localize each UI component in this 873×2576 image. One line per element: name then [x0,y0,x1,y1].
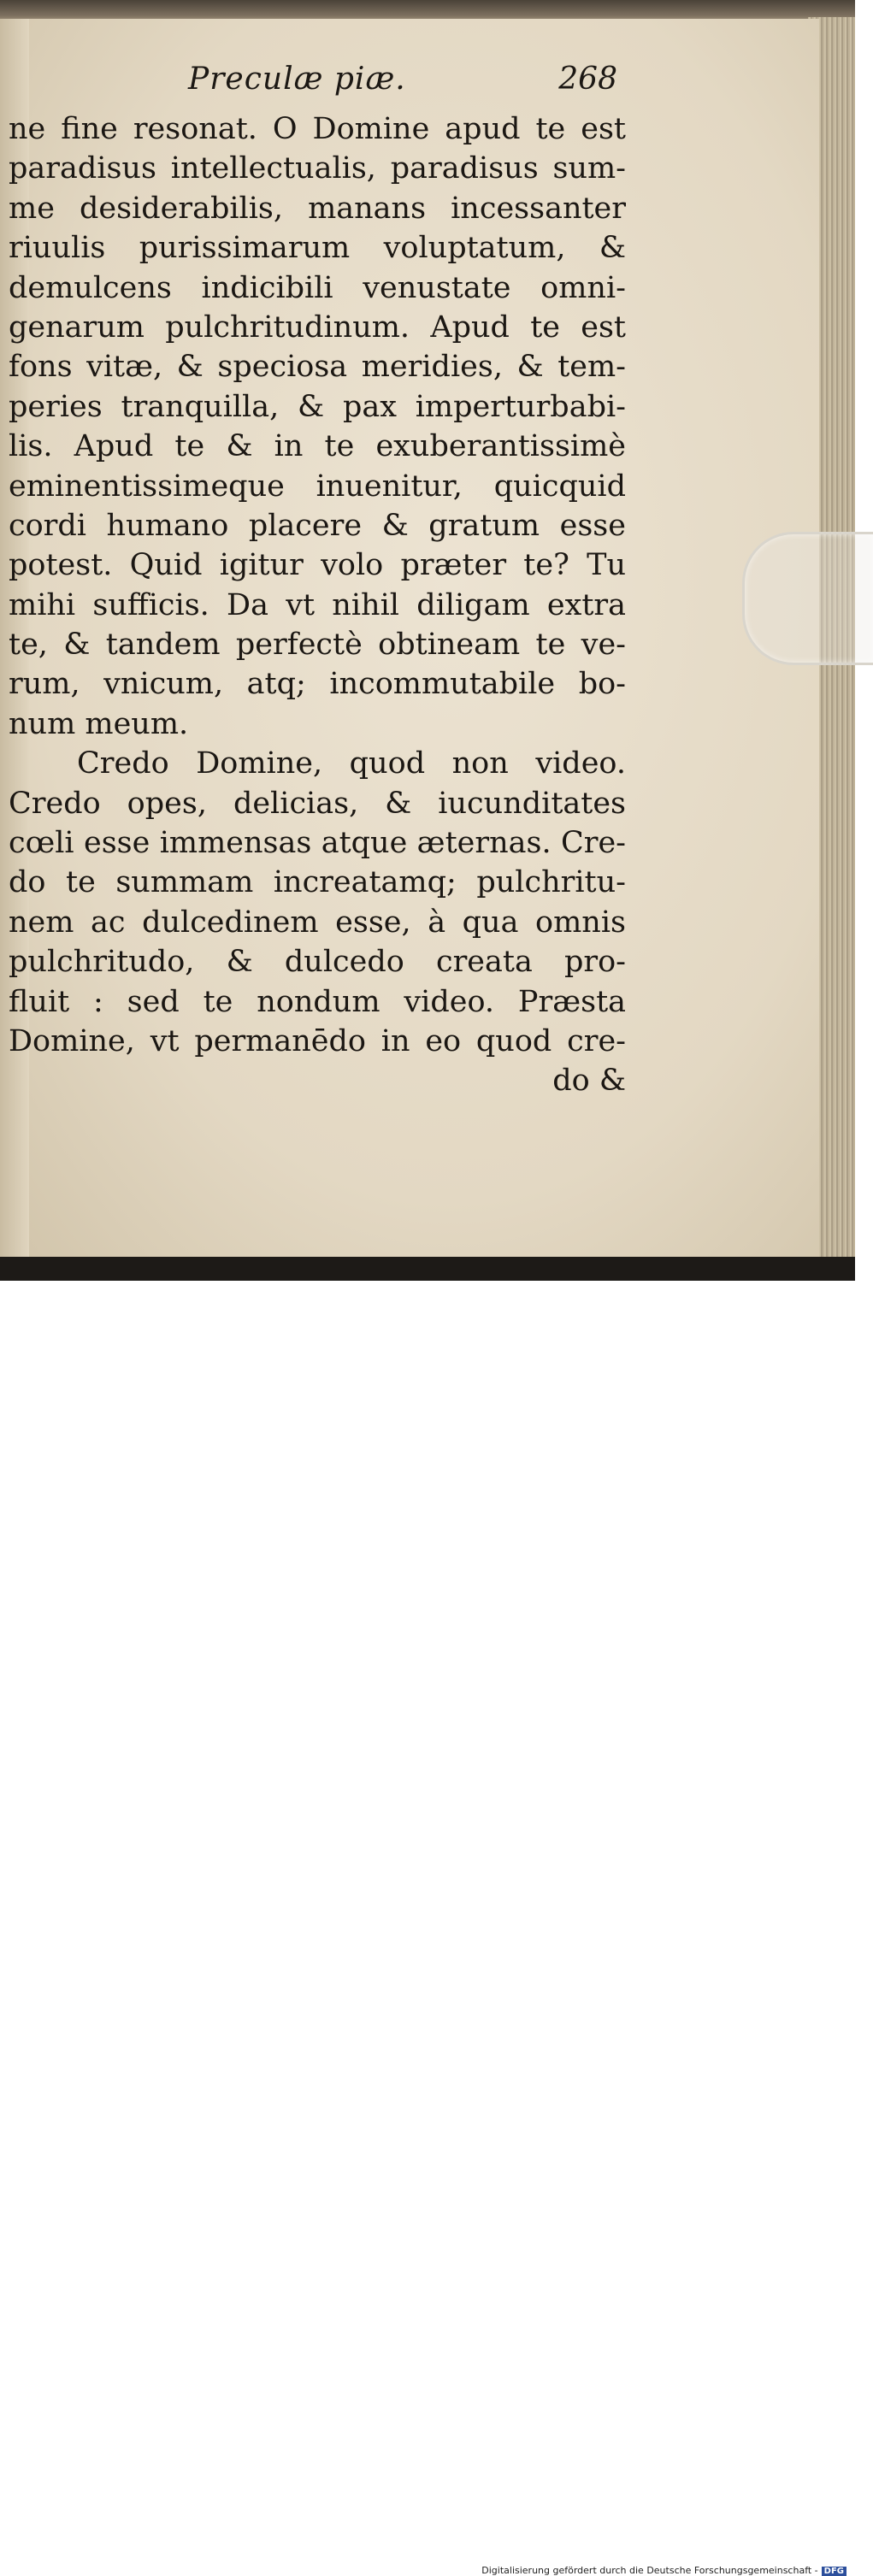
scan-bottom-edge [0,1257,855,1281]
running-title: Preculæ piæ. [188,62,406,97]
page-header [180,62,624,104]
funding-credit [481,2565,846,2576]
text-line: eminentissimeque inuenitur, quicquid [9,469,626,504]
text-line: Credo opes, delicias, & iucunditates [9,786,626,821]
text-line: te, & tandem perfectè obtineam te ve- [9,628,626,663]
text-line: fluit : sed te nondum video. Præsta [9,984,626,1019]
text-line: cordi humano placere & gratum esse [9,508,626,543]
page-clip [742,532,873,665]
text-line: Credo Domine, quod non video. [77,746,626,781]
text-line: paradisus intellectualis, paradisus sum- [9,151,626,186]
text-line: genarum pulchritudinum. Apud te est [9,309,626,345]
credit-bar [0,1281,855,2576]
text-line: rum, vnicum, atq; incommutabile bo- [9,667,626,702]
body-text [9,109,626,1101]
text-line: demulcens indicibili venustate omni- [9,270,626,305]
text-line: do te summam increatamq; pulchritu- [9,865,626,900]
text-line: lis. Apud te & in te exuberantissimè [9,429,626,464]
text-line: me desiderabilis, manans incessanter [9,191,626,226]
text-line: potest. Quid igitur volo præter te? Tu [9,548,626,583]
text-line: pulchritudo, & dulcedo creata pro- [9,945,626,980]
text-line: num meum. [9,706,189,741]
funding-credit-text: Digitalisierung gefördert durch die Deutsche Forschungsgemeinschaft - [481,2565,818,2576]
dfg-logo-icon: DFG [822,2567,846,2576]
text-line: Domine, vt permanēdo in eo quod cre- [9,1023,626,1058]
text-line: nem ac dulcedinem esse, à qua omnis [9,905,626,940]
text-line: cœli esse immensas atque æternas. Cre- [9,826,626,861]
text-line: mihi sufficis. Da vt nihil diligam extra [9,587,626,622]
text-line: riuulis purissimarum voluptatum, & [9,231,626,266]
text-line: fons vitæ, & speciosa meridies, & tem- [9,350,626,385]
text-line: peries tranquilla, & pax imperturbabi- [9,389,626,424]
page-number: 268 [558,62,617,97]
text-line: ne fine resonat. O Domine apud te est [9,112,626,146]
catchword-line: do & [552,1064,626,1099]
